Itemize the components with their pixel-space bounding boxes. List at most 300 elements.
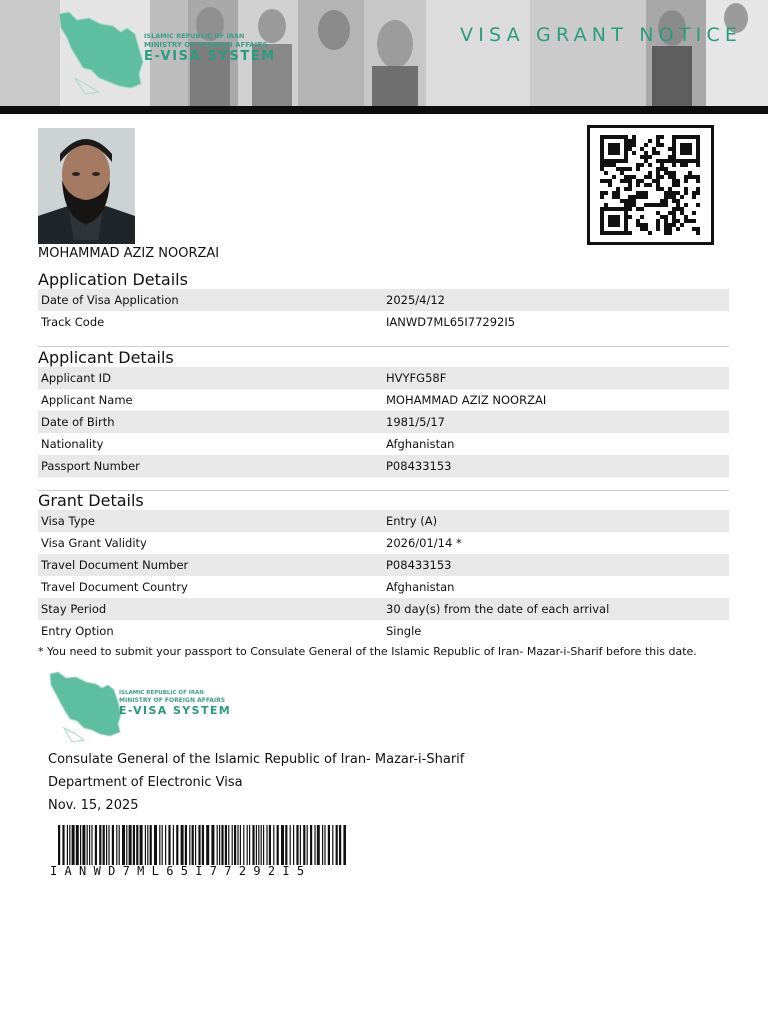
qr-module: [612, 143, 616, 147]
qr-module: [684, 191, 688, 195]
qr-module: [608, 215, 612, 219]
qr-module: [624, 147, 628, 151]
qr-module: [664, 223, 668, 227]
qr-module: [680, 211, 684, 215]
qr-module: [664, 191, 668, 195]
issuer-consulate: Consulate General of the Islamic Republic of Iran- Mazar-i-Sharif: [48, 752, 465, 767]
qr-module: [672, 191, 676, 195]
qr-module: [688, 175, 692, 179]
qr-module: [648, 231, 652, 235]
qr-module: [652, 151, 656, 155]
row-value: P08433153: [386, 558, 452, 572]
qr-module: [636, 195, 640, 199]
qr-module: [656, 151, 660, 155]
qr-module: [600, 211, 604, 215]
qr-module: [600, 151, 604, 155]
qr-module: [624, 231, 628, 235]
table-row: [38, 367, 729, 389]
qr-module: [640, 155, 644, 159]
barcode-bar: [145, 825, 146, 865]
qr-module: [632, 175, 636, 179]
qr-module: [620, 135, 624, 139]
row-value: MOHAMMAD AZIZ NOORZAI: [386, 393, 547, 407]
row-label: Track Code: [41, 315, 105, 329]
qr-module: [624, 203, 628, 207]
qr-module: [636, 183, 640, 187]
qr-module: [676, 183, 680, 187]
qr-module: [624, 175, 628, 179]
qr-module: [612, 231, 616, 235]
qr-module: [692, 195, 696, 199]
qr-module: [616, 159, 620, 163]
qr-module: [676, 199, 680, 203]
qr-module: [656, 219, 660, 223]
qr-module: [688, 151, 692, 155]
qr-module: [656, 143, 660, 147]
qr-module: [672, 163, 676, 167]
barcode-bar: [256, 825, 257, 865]
table-row: [38, 510, 729, 532]
qr-module: [664, 215, 668, 219]
qr-module: [676, 219, 680, 223]
row-label: Travel Document Number: [41, 558, 189, 572]
qr-module: [672, 159, 676, 163]
barcode-bar: [300, 825, 301, 865]
qr-module: [628, 179, 632, 183]
qr-module: [640, 191, 644, 195]
qr-module: [624, 159, 628, 163]
table-row: [38, 289, 729, 311]
qr-module: [644, 191, 648, 195]
row-label: Visa Grant Validity: [41, 536, 147, 550]
qr-module: [664, 203, 668, 207]
qr-module: [660, 199, 664, 203]
qr-module: [644, 175, 648, 179]
qr-module: [632, 199, 636, 203]
qr-module: [696, 147, 700, 151]
qr-module: [624, 211, 628, 215]
qr-module: [644, 159, 648, 163]
qr-module: [628, 183, 632, 187]
qr-module: [600, 219, 604, 223]
barcode-bar: [99, 825, 101, 865]
header-divider-bar: [0, 106, 768, 114]
validity-footnote: * You need to submit your passport to Consulate General of the Islamic Republic of Iran- Mazar-i-Sharif before this date.: [38, 645, 697, 658]
row-label: Date of Birth: [41, 415, 115, 429]
qr-module: [608, 147, 612, 151]
barcode-bar: [273, 825, 274, 865]
qr-module: [644, 195, 648, 199]
barcode-bar: [129, 825, 132, 865]
qr-module: [608, 135, 612, 139]
qr-module: [696, 187, 700, 191]
table-row: [38, 532, 729, 554]
qr-module: [656, 203, 660, 207]
qr-module: [640, 195, 644, 199]
barcode-bar: [281, 825, 284, 865]
barcode-bar: [252, 825, 254, 865]
barcode-bar: [168, 825, 170, 865]
qr-module: [624, 179, 628, 183]
qr-module: [604, 179, 608, 183]
qr-module: [636, 207, 640, 211]
qr-module: [656, 135, 660, 139]
qr-module: [660, 159, 664, 163]
qr-module: [688, 219, 692, 223]
table-row: [38, 554, 729, 576]
qr-module: [696, 163, 700, 167]
barcode-bar: [219, 825, 220, 865]
qr-module: [696, 175, 700, 179]
qr-module: [660, 135, 664, 139]
barcode-bar: [221, 825, 223, 865]
qr-module: [616, 231, 620, 235]
qr-module: [628, 143, 632, 147]
qr-module: [616, 215, 620, 219]
qr-module: [652, 203, 656, 207]
barcode-bar: [176, 825, 178, 865]
qr-module: [664, 159, 668, 163]
iran-map-icon: [46, 668, 122, 746]
barcode-bar: [198, 825, 200, 865]
qr-module: [668, 211, 672, 215]
qr-module: [628, 139, 632, 143]
barcode-bar: [217, 825, 218, 865]
qr-module: [608, 179, 612, 183]
qr-module: [672, 171, 676, 175]
qr-module: [680, 207, 684, 211]
qr-module: [624, 227, 628, 231]
barcode-bar: [202, 825, 204, 865]
qr-module: [660, 167, 664, 171]
qr-module: [672, 151, 676, 155]
barcode-bar: [328, 825, 330, 865]
qr-module: [624, 139, 628, 143]
qr-module: [696, 159, 700, 163]
row-label: Stay Period: [41, 602, 107, 616]
qr-module: [672, 195, 676, 199]
barcode-bar: [62, 825, 64, 865]
qr-module: [632, 139, 636, 143]
qr-module: [668, 171, 672, 175]
qr-module: [632, 151, 636, 155]
qr-module: [644, 223, 648, 227]
qr-module: [604, 203, 608, 207]
qr-module: [640, 227, 644, 231]
qr-module: [616, 223, 620, 227]
row-label: Date of Visa Application: [41, 293, 179, 307]
qr-module: [696, 191, 700, 195]
qr-module: [608, 207, 612, 211]
qr-module: [692, 191, 696, 195]
qr-module: [636, 163, 640, 167]
logo-line-2: MINISTRY OF FOREIGN AFFAIRS: [144, 41, 268, 49]
barcode-bar: [103, 825, 105, 865]
qr-module: [672, 207, 676, 211]
qr-module: [676, 203, 680, 207]
qr-module: [696, 155, 700, 159]
footer-logo-line-2: MINISTRY OF FOREIGN AFFAIRS: [119, 697, 226, 704]
qr-module: [664, 199, 668, 203]
qr-module: [664, 219, 668, 223]
barcode: [58, 825, 346, 865]
qr-module: [696, 179, 700, 183]
logo-line-3: E-VISA SYSTEM: [144, 49, 276, 64]
qr-module: [648, 163, 652, 167]
table-row: [38, 620, 729, 642]
barcode-bar: [269, 825, 271, 865]
barcode-bar: [206, 825, 209, 865]
barcode-bar: [162, 825, 163, 865]
qr-module: [668, 187, 672, 191]
qr-module: [656, 223, 660, 227]
qr-module: [656, 139, 660, 143]
qr-module: [672, 147, 676, 151]
issue-date: Nov. 15, 2025: [48, 798, 139, 813]
qr-module: [624, 135, 628, 139]
qr-module: [656, 187, 660, 191]
qr-module: [612, 175, 616, 179]
qr-module: [640, 147, 644, 151]
barcode-bar: [67, 825, 68, 865]
qr-module: [652, 147, 656, 151]
footer-logo-line-3: E-VISA SYSTEM: [119, 704, 232, 717]
qr-module: [688, 135, 692, 139]
table-row: [38, 455, 729, 477]
barcode-bar: [307, 825, 308, 865]
qr-module: [608, 151, 612, 155]
qr-module: [668, 223, 672, 227]
qr-module: [696, 231, 700, 235]
qr-module: [608, 183, 612, 187]
barcode-bar: [159, 825, 160, 865]
qr-module: [628, 147, 632, 151]
qr-module: [604, 159, 608, 163]
qr-module: [616, 191, 620, 195]
qr-module: [656, 159, 660, 163]
qr-module: [656, 211, 660, 215]
qr-module: [628, 203, 632, 207]
qr-module: [672, 155, 676, 159]
barcode-bar: [339, 825, 341, 865]
qr-module: [608, 163, 612, 167]
qr-module: [612, 151, 616, 155]
qr-module: [624, 143, 628, 147]
barcode-bar: [82, 825, 85, 865]
qr-module: [620, 199, 624, 203]
qr-module: [600, 159, 604, 163]
qr-module: [692, 159, 696, 163]
qr-module: [644, 203, 648, 207]
qr-module: [692, 135, 696, 139]
qr-module: [612, 195, 616, 199]
qr-module: [692, 175, 696, 179]
barcode-bar: [258, 825, 259, 865]
qr-module: [668, 195, 672, 199]
qr-module: [684, 151, 688, 155]
qr-module: [608, 159, 612, 163]
qr-module: [684, 215, 688, 219]
qr-module: [612, 163, 616, 167]
barcode-bar: [76, 825, 79, 865]
qr-module: [672, 175, 676, 179]
qr-module: [604, 163, 608, 167]
barcode-bar: [112, 825, 114, 865]
barcode-bar: [232, 825, 233, 865]
qr-module: [600, 231, 604, 235]
qr-module: [604, 135, 608, 139]
qr-module: [600, 155, 604, 159]
qr-module: [656, 183, 660, 187]
barcode-bar: [140, 825, 143, 865]
qr-module: [680, 135, 684, 139]
iran-map-icon: [55, 8, 145, 98]
table-row: [38, 311, 729, 333]
qr-module: [640, 179, 644, 183]
row-label: Visa Type: [41, 514, 95, 528]
row-value: Afghanistan: [386, 437, 455, 451]
qr-module: [600, 167, 604, 171]
qr-module: [612, 223, 616, 227]
barcode-bar: [106, 825, 107, 865]
row-value: 1981/5/17: [386, 415, 445, 429]
barcode-bar: [150, 825, 152, 865]
qr-module: [600, 191, 604, 195]
qr-module: [696, 151, 700, 155]
qr-module: [640, 223, 644, 227]
qr-module: [676, 191, 680, 195]
qr-module: [600, 147, 604, 151]
barcode-bar: [133, 825, 135, 865]
barcode-bar: [293, 825, 294, 865]
qr-module: [612, 191, 616, 195]
row-value: Single: [386, 624, 422, 638]
qr-module: [604, 231, 608, 235]
qr-module: [600, 215, 604, 219]
qr-module: [612, 215, 616, 219]
header-logo: [55, 8, 295, 98]
qr-module: [620, 179, 624, 183]
qr-module: [672, 219, 676, 223]
qr-module: [656, 171, 660, 175]
qr-module: [628, 195, 632, 199]
barcode-bar: [126, 825, 127, 865]
qr-module: [692, 219, 696, 223]
barcode-bar: [303, 825, 305, 865]
qr-module: [676, 159, 680, 163]
row-value: 2025/4/12: [386, 293, 445, 307]
qr-module: [672, 211, 676, 215]
visa-grant-notice-title: VISA GRANT NOTICE: [460, 24, 743, 46]
barcode-bar: [181, 825, 184, 865]
qr-module: [612, 147, 616, 151]
qr-code-pattern: [590, 128, 711, 242]
qr-module: [672, 215, 676, 219]
qr-module: [644, 183, 648, 187]
qr-module: [620, 159, 624, 163]
barcode-bar: [165, 825, 166, 865]
qr-module: [616, 151, 620, 155]
qr-module: [672, 135, 676, 139]
footer-logo: [46, 668, 246, 748]
qr-module: [672, 143, 676, 147]
qr-module: [624, 167, 628, 171]
qr-module: [664, 171, 668, 175]
row-label: Travel Document Country: [41, 580, 188, 594]
footer-logo-line-1: ISLAMIC REPUBLIC OF IRAN: [119, 690, 204, 696]
qr-module: [608, 223, 612, 227]
row-value: 30 day(s) from the date of each arrival: [386, 602, 610, 616]
qr-module: [680, 143, 684, 147]
qr-module: [680, 195, 684, 199]
qr-module: [676, 135, 680, 139]
qr-module: [624, 151, 628, 155]
barcode-bar: [249, 825, 250, 865]
qr-module: [656, 175, 660, 179]
qr-module: [648, 171, 652, 175]
qr-module: [676, 179, 680, 183]
applicant-portrait-image: [38, 128, 135, 244]
qr-module: [684, 179, 688, 183]
barcode-bar: [228, 825, 229, 865]
qr-module: [636, 191, 640, 195]
qr-module: [668, 159, 672, 163]
qr-module: [624, 199, 628, 203]
logo-line-1: ISLAMIC REPUBLIC OF IRAN: [144, 32, 245, 40]
qr-module: [628, 199, 632, 203]
qr-module: [688, 143, 692, 147]
barcode-text: IANWD7ML65I77292I5: [50, 864, 312, 878]
barcode-bar: [324, 825, 325, 865]
qr-module: [692, 211, 696, 215]
qr-module: [616, 167, 620, 171]
qr-module: [640, 215, 644, 219]
barcode-bar: [317, 825, 320, 865]
barcode-bar: [290, 825, 291, 865]
qr-module: [668, 155, 672, 159]
qr-module: [660, 215, 664, 219]
row-label: Applicant ID: [41, 371, 111, 385]
qr-module: [616, 135, 620, 139]
row-label: Nationality: [41, 437, 104, 451]
qr-module: [624, 219, 628, 223]
qr-module: [608, 219, 612, 223]
qr-module: [644, 143, 648, 147]
barcode-bar: [189, 825, 190, 865]
qr-module: [632, 143, 636, 147]
qr-module: [600, 143, 604, 147]
qr-module: [664, 231, 668, 235]
qr-module: [684, 175, 688, 179]
qr-module: [696, 203, 700, 207]
barcode-bar: [192, 825, 194, 865]
qr-module: [660, 187, 664, 191]
qr-module: [624, 223, 628, 227]
qr-module: [600, 207, 604, 211]
barcode-bar: [211, 825, 214, 865]
qr-module: [624, 155, 628, 159]
qr-module: [648, 155, 652, 159]
qr-module: [644, 151, 648, 155]
qr-module: [636, 219, 640, 223]
qr-module: [600, 139, 604, 143]
barcode-bar: [240, 825, 241, 865]
barcode-bar: [87, 825, 88, 865]
qr-module: [652, 179, 656, 183]
barcode-bar: [80, 825, 81, 865]
qr-module: [604, 207, 608, 211]
qr-module: [616, 147, 620, 151]
